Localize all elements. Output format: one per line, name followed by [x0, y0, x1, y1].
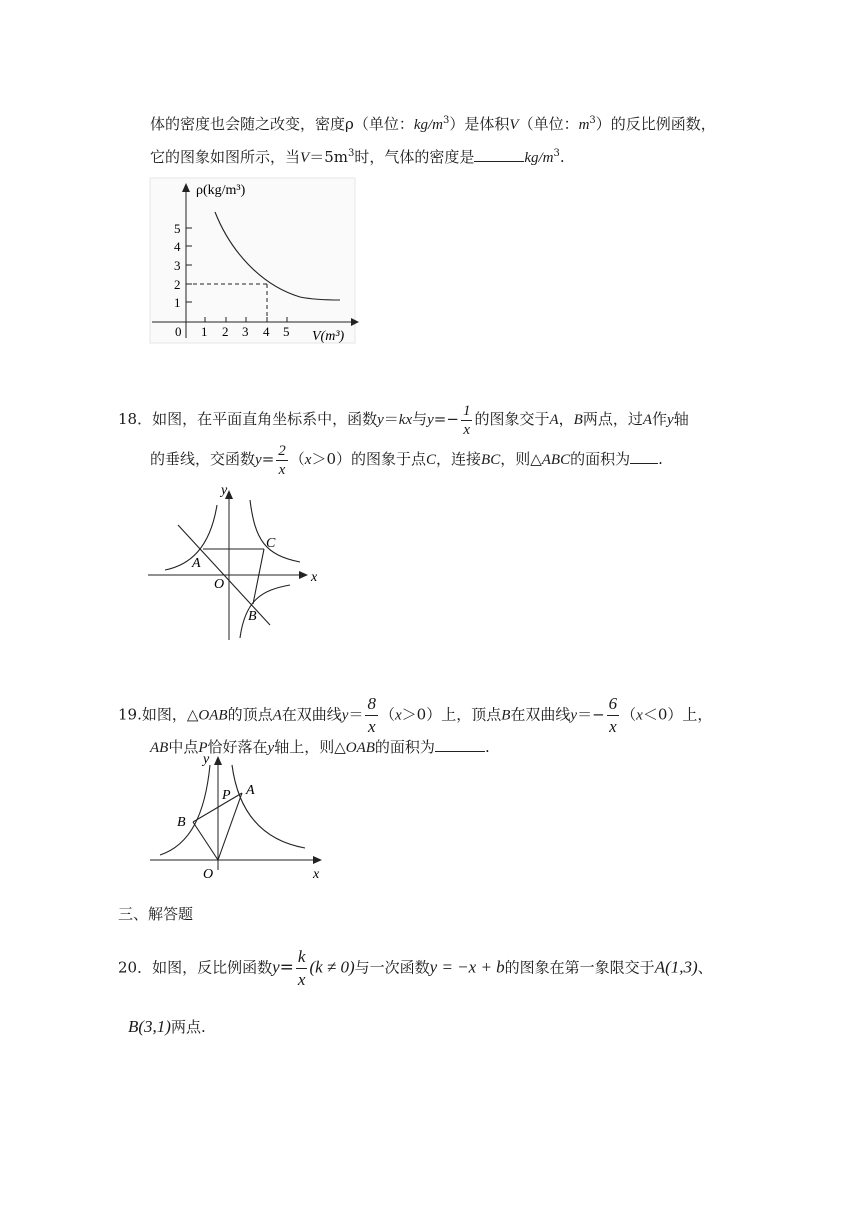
q20-line2: B(3,1)两点. — [128, 1017, 206, 1036]
fraction-8-over-x: $\frac{8}{x}$ — [367, 694, 376, 736]
section-heading: 三、解答题 — [118, 905, 194, 923]
answer-blank[interactable] — [435, 737, 485, 752]
q19-line1: 19.如图，△OAB的顶点A在双曲线y＝ $\frac{8}{x}$ （x＞0）上，顶点B在双曲线y＝− $\frac{6}{x}$ （x＜0）上， — [118, 694, 713, 736]
label-P: P — [222, 788, 231, 803]
label-B: B — [177, 815, 186, 830]
y-axis-label: ρ(kg/m³) — [196, 183, 246, 198]
density-volume-graph — [145, 175, 365, 350]
fraction-1-over-x: $\frac{1}{x}$ — [462, 402, 471, 438]
y-tick-3: 3 — [174, 258, 181, 273]
x-tick-3: 3 — [242, 324, 249, 339]
fraction-2-over-x: $\frac{2}{x}$ — [278, 442, 286, 478]
q18-line2: 的垂线，交函数y= $\frac{2}{x}$ （x＞0）的图象于点C，连接BC，则△ABC的面积为 . — [150, 442, 663, 478]
q18-line1: 18．如图，在平面直角坐标系中，函数y＝kx与y=− $\frac{1}{x}$ 的图象交于A，B两点，过A作y轴 — [118, 402, 689, 438]
y-tick-5: 5 — [174, 221, 181, 236]
y-tick-1: 1 — [174, 295, 181, 310]
q19-line2: AB中点P恰好落在y轴上，则△OAB的面积为 . — [150, 738, 490, 756]
x-tick-1: 1 — [201, 324, 208, 339]
answer-blank[interactable] — [474, 147, 524, 162]
fraction-k-over-x: $\frac{k}{x}$ — [297, 947, 306, 989]
x-tick-4: 4 — [263, 324, 270, 339]
q17-line1: 体的密度也会随之改变，密度ρ（单位：$kg/m^3$）是体积V（单位：$m^3$）的反比例函数， — [150, 115, 716, 133]
fraction-6-over-x: $\frac{6}{x}$ — [608, 694, 618, 736]
answer-blank[interactable] — [630, 449, 658, 464]
hyperbola-left-branch — [165, 505, 217, 570]
label-x: x — [311, 570, 318, 585]
origin-label: 0 — [175, 324, 182, 339]
label-y: y — [203, 752, 210, 767]
label-x: x — [313, 867, 320, 882]
x-axis-label: V(m³) — [312, 329, 345, 344]
q18-figure — [145, 482, 325, 642]
label-A: A — [192, 556, 201, 571]
x-tick-5: 5 — [283, 324, 290, 339]
label-y: y — [221, 483, 228, 498]
q20-line1: 20．如图，反比例函数y= $\frac{k}{x}$ (k ≠ 0)与一次函数y = −x + b的图象在第一象限交于A(1,3)、 — [118, 947, 713, 989]
label-O: O — [214, 577, 225, 592]
x-tick-2: 2 — [222, 324, 229, 339]
y-tick-4: 4 — [174, 239, 181, 254]
y-tick-2: 2 — [174, 277, 181, 292]
label-O: O — [203, 867, 214, 882]
q17-line2: 它的图象如图所示，当$V=5m^3$时，气体的密度是 $kg/m^3$. — [150, 148, 565, 166]
label-B: B — [248, 609, 257, 624]
hyperbola-2-over-x — [250, 500, 300, 562]
hyperbola-right — [232, 765, 305, 848]
hyperbola-left — [160, 765, 210, 855]
label-A: A — [246, 783, 255, 798]
q19-figure — [145, 748, 335, 883]
label-C: C — [266, 536, 276, 551]
